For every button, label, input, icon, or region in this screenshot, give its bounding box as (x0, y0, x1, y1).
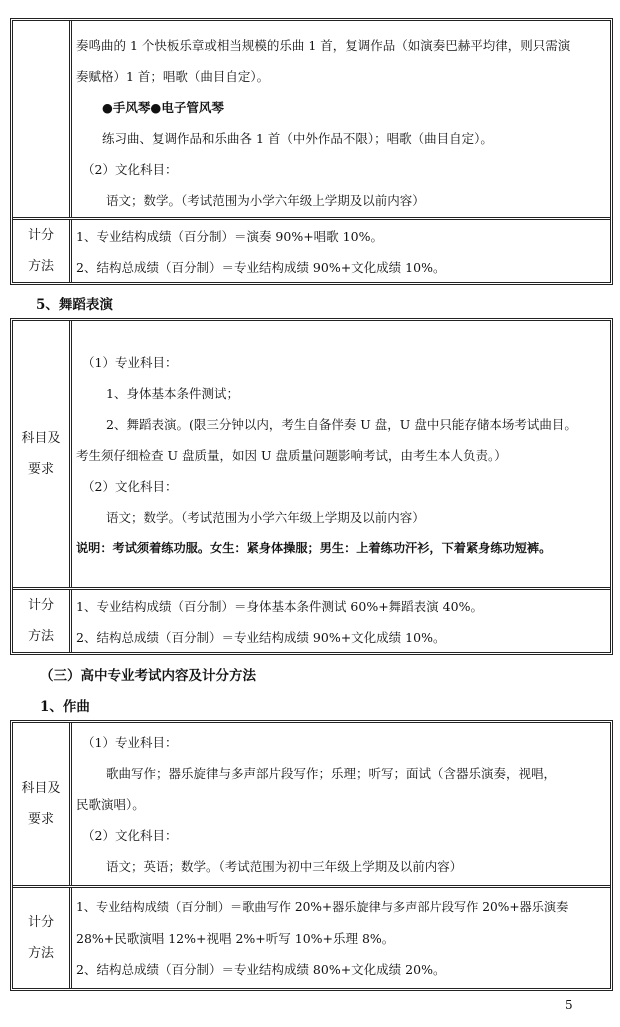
label-line: 方法 (27, 259, 54, 274)
content-line: （2）文化科目： (82, 479, 178, 494)
table-row-scoring (13, 587, 610, 652)
label-line: 方法 (27, 629, 54, 644)
scoring-line: 1、专业结构成绩（百分制）＝演奏 90%+唱歌 10%。 (76, 229, 383, 244)
table-composition (10, 720, 613, 991)
subject-label-cell (13, 21, 72, 217)
table-instrument-continuation (10, 18, 613, 285)
table-dance (10, 318, 613, 655)
table-row-scoring (13, 217, 610, 282)
content-line: 歌曲写作；器乐旋律与多声部片段写作；乐理；听写；面试（含器乐演奏，视唱， (106, 766, 557, 781)
scoring-label (13, 220, 72, 282)
label-line: 方法 (27, 946, 54, 961)
table-row-scoring (13, 885, 610, 988)
content-line: （2）文化科目： (82, 828, 178, 843)
page-number: 5 (565, 998, 573, 1012)
label-line: 科目及 (21, 781, 61, 796)
subject-content-cell (72, 723, 610, 885)
table-row-subjects (13, 723, 610, 885)
scoring-line: 2、结构总成绩（百分制）＝专业结构成绩 90%+文化成绩 10%。 (76, 630, 446, 645)
subject-content-cell (72, 321, 610, 587)
scoring-line: 1、专业结构成绩（百分制）＝身体基本条件测试 60%+舞蹈表演 40%。 (76, 599, 483, 614)
content-line: 语文；数学。（考试范围为小学六年级上学期及以前内容） (106, 510, 425, 525)
content-line: 奏赋格）1 首；唱歌（曲目自定）。 (76, 69, 270, 84)
scoring-content-cell (72, 590, 610, 652)
content-line: 1、身体基本条件测试； (106, 386, 239, 401)
content-line: 练习曲、复调作品和乐曲各 1 首（中外作品不限）；唱歌（曲目自定）。 (102, 131, 493, 146)
scoring-content-cell (72, 888, 610, 988)
scoring-line: 1、专业结构成绩（百分制）＝歌曲写作 20%+器乐旋律与多声部片段写作 20%+器乐演奏 (76, 900, 569, 914)
content-line: （2）文化科目： (82, 162, 178, 177)
label-line: 计分 (27, 228, 54, 243)
scoring-line: 2、结构总成绩（百分制）＝专业结构成绩 80%+文化成绩 20%。 (76, 962, 446, 977)
scoring-line: 2、结构总成绩（百分制）＝专业结构成绩 90%+文化成绩 10%。 (76, 260, 446, 275)
section-heading-dance: 5、舞蹈表演 (36, 297, 113, 313)
scoring-label (13, 888, 72, 988)
content-line: （1）专业科目： (82, 735, 178, 750)
subject-label (13, 723, 72, 885)
content-line: 奏鸣曲的 1 个快板乐章或相当规模的乐曲 1 首，复调作品（如演奏巴赫平均律，则只需演 (76, 38, 571, 53)
label-line: 计分 (27, 915, 54, 930)
subject-label (13, 321, 72, 587)
label-line: 计分 (27, 598, 54, 613)
section-heading-highschool: （三）高中专业考试内容及计分方法 (40, 668, 256, 684)
label-line: 要求 (27, 812, 54, 827)
table-row-subjects (13, 321, 610, 587)
scoring-content-cell (72, 220, 610, 282)
content-line: 考生须仔细检查 U 盘质量，如因 U 盘质量问题影响考试，由考生本人负责。） (76, 448, 507, 463)
label-line: 要求 (27, 462, 54, 477)
subject-content-cell (72, 21, 610, 217)
content-line: 2、舞蹈表演。(限三分钟以内，考生自备伴奏 U 盘，U 盘中只能存储本场考试曲目。 (106, 417, 577, 432)
scoring-line: 28%+民歌演唱 12%+视唱 2%+听写 10%+乐理 8%。 (76, 931, 395, 946)
label-line: 科目及 (21, 431, 61, 446)
scoring-label (13, 590, 72, 652)
section-heading-composition: 1、作曲 (40, 699, 90, 715)
content-line: 民歌演唱）。 (76, 797, 145, 812)
content-line: （1）专业科目： (82, 355, 178, 370)
table-row-subjects (13, 21, 610, 217)
dress-code-note: 说明：考试须着练功服。女生：紧身体操服；男生：上着练功汗衫，下着紧身练功短裤。 (76, 541, 552, 555)
instrument-heading: ●手风琴●电子管风琴 (102, 100, 224, 115)
content-line: 语文；数学。（考试范围为小学六年级上学期及以前内容） (106, 193, 425, 208)
content-line: 语文；英语；数学。（考试范围为初中三年级上学期及以前内容） (106, 859, 463, 874)
